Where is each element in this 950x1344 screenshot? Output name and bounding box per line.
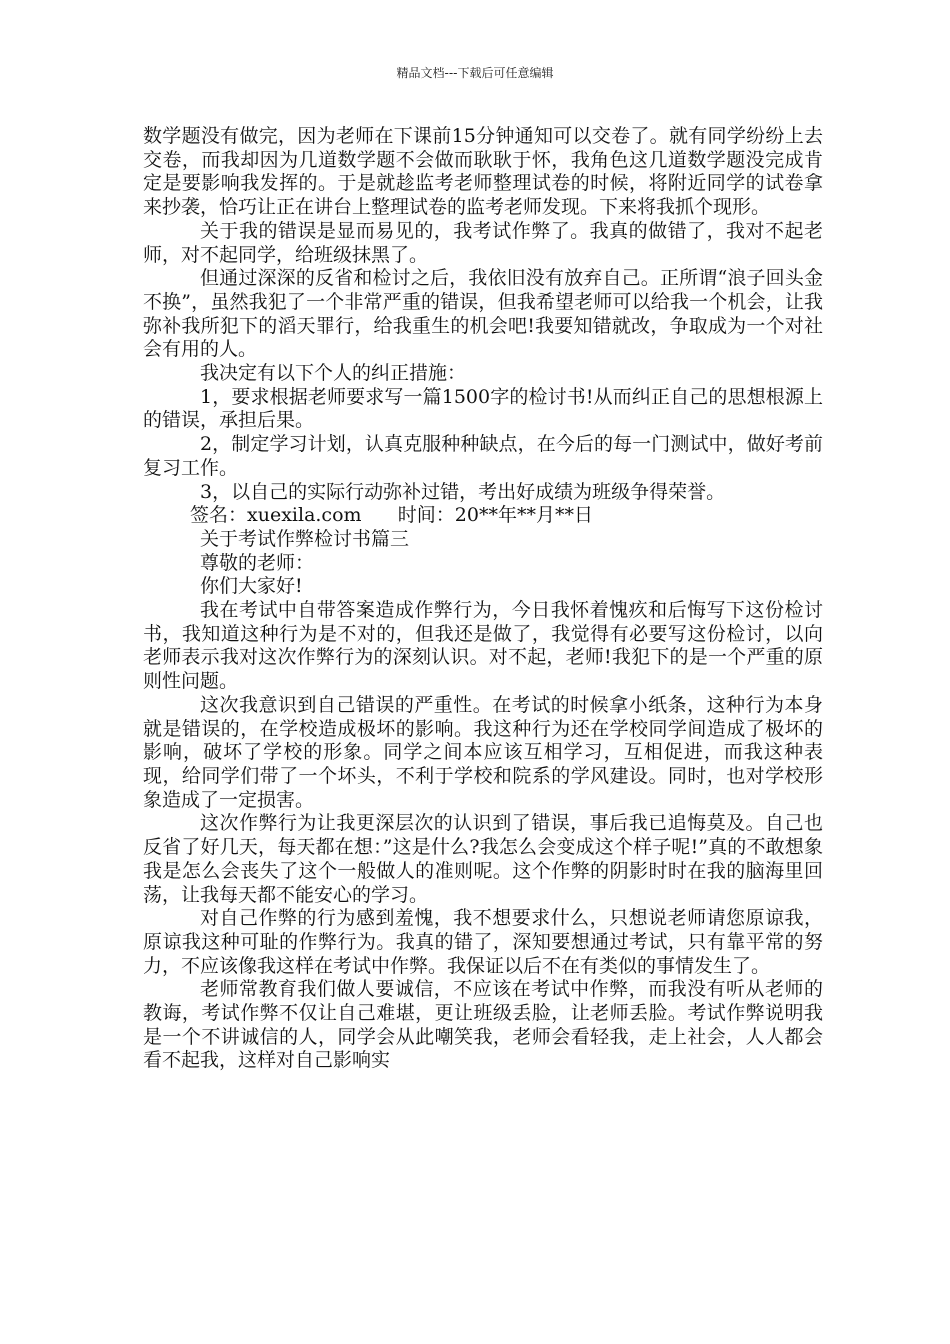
date: 时间：20**年**月**日	[397, 504, 593, 527]
signature: 签名：xuexila.com	[190, 504, 362, 527]
list-item-3: 3，以自己的实际行动弥补过错，考出好成绩为班级争得荣誉。	[200, 480, 726, 503]
paragraph-4: 我决定有以下个人的纠正措施：	[200, 362, 467, 385]
paragraph-9: 老师常教育我们做人要诚信，不应该在考试中作弊，而我没有听从老师的教诲，考试作弊不仅让自己难堪，更让班级丢脸，让老师丢脸。考试作弊说明我是一个不讲诚信的人，同学会从此嘲笑我，老师会看轻我，走上社会，人人都会看不起我，这样对自己影响实	[143, 978, 823, 1072]
greeting: 你们大家好!	[200, 575, 303, 598]
paragraph-7: 这次作弊行为让我更深层次的认识到了错误，事后我已追悔莫及。自己也反省了好几天，每天都在想：”这是什么?我怎么会变成这个样子呢!”真的不敢想象我是怎么会丧失了这个一般做人的准则呢。这个作弊的阴影时时在我的脑海里回荡，让我每天都不能安心的学习。	[143, 812, 823, 906]
list-item-1: 1，要求根据老师要求写一篇1500字的检讨书!从而纠正自己的思想根源上的错误，承担后果。	[143, 385, 823, 432]
paragraph-1: 数学题没有做完，因为老师在下课前15分钟通知可以交卷了。就有同学纷纷上去交卷，而我却因为几道数学题不会做而耿耿于怀，我角色这几道数学题没完成肯定是要影响我发挥的。于是就趁监考老师整理试卷的时候，将附近同学的试卷拿来抄袭，恰巧让正在讲台上整理试卷的监考老师发现。下来将我抓个现形。	[143, 125, 823, 219]
section-title: 关于考试作弊检讨书篇三	[200, 527, 410, 550]
paragraph-6: 这次我意识到自己错误的严重性。在考试的时候拿小纸条，这种行为本身就是错误的，在学校造成极坏的影响。我这种行为还在学校同学间造成了极坏的影响，破坏了学校的形象。同学之间本应该互相学习，互相促进，而我这种表现，给同学们带了一个坏头，不利于学校和院系的学风建设。同时，也对学校形象造成了一定损害。	[143, 693, 823, 811]
page-header: 精品文档---下载后可任意编辑	[396, 66, 554, 80]
paragraph-5: 我在考试中自带答案造成作弊行为，今日我怀着愧疚和后悔写下这份检讨书，我知道这种行为是不对的，但我还是做了，我觉得有必要写这份检讨，以向老师表示我对这次作弊行为的深刻认识。对不起，老师!我犯下的是一个严重的原则性问题。	[143, 599, 823, 693]
document-body	[143, 125, 823, 1073]
list-item-2: 2，制定学习计划，认真克服种种缺点，在今后的每一门测试中，做好考前复习工作。	[143, 433, 823, 479]
paragraph-3: 但通过深深的反省和检讨之后，我依旧没有放弃自己。正所谓“浪子回头金不换”，虽然我犯了一个非常严重的错误，但我希望老师可以给我一个机会，让我弥补我所犯下的滔天罪行，给我重生的机会吧!我要知错就改，争取成为一个对社会有用的人。	[143, 267, 823, 361]
salutation: 尊敬的老师：	[200, 551, 315, 574]
paragraph-2: 关于我的错误是显而易见的，我考试作弊了。我真的做错了，我对不起老师，对不起同学，给班级抹黑了。	[143, 219, 823, 266]
paragraph-8: 对自己作弊的行为感到羞愧，我不想要求什么，只想说老师请您原谅我，原谅我这种可耻的作弊行为。我真的错了，深知要想通过考试，只有靠平常的努力，不应该像我这样在考试中作弊。我保证以后不在有类似的事情发生了。	[143, 907, 823, 977]
signature-line	[143, 504, 823, 528]
